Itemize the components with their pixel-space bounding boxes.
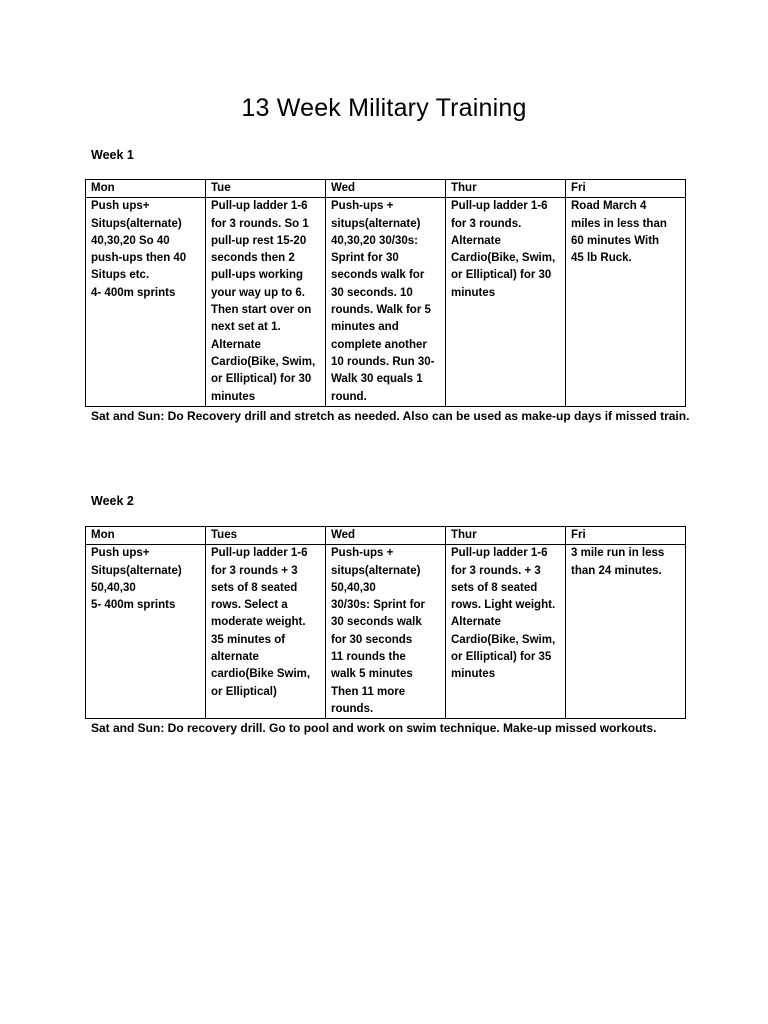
page-title: 13 Week Military Training (241, 94, 527, 122)
header-cell-wed: Wed (326, 180, 446, 198)
week-2-label: Week 2 (91, 494, 134, 508)
header-cell-thur: Thur (446, 180, 566, 198)
header-cell-tue: Tue (206, 180, 326, 198)
header-cell-fri: Fri (566, 180, 686, 198)
workout-cell-thur: Pull-up ladder 1-6 for 3 rounds. Alternate Cardio(Bike, Swim, or Elliptical) for 30 minutes (446, 198, 566, 407)
workout-cell-wed: Push-ups + situps(alternate) 50,40,30 30/30s: Sprint for 30 seconds walk for 30 seconds 11 rounds the walk 5 minutes Then 11 more rounds. (326, 545, 446, 719)
header-cell-fri: Fri (566, 527, 686, 545)
header-cell-tues: Tues (206, 527, 326, 545)
table-header-row (86, 527, 686, 545)
table-row (86, 198, 686, 407)
table-header-row (86, 180, 686, 198)
workout-cell-thur: Pull-up ladder 1-6 for 3 rounds. + 3 sets of 8 seated rows. Light weight. Alternate Cardio(Bike, Swim, or Elliptical) for 35 minutes (446, 545, 566, 719)
workout-cell-mon: Push ups+ Situps(alternate) 50,40,30 5- 400m sprints (86, 545, 206, 719)
header-cell-thur: Thur (446, 527, 566, 545)
header-cell-mon: Mon (86, 180, 206, 198)
workout-cell-fri: 3 mile run in less than 24 minutes. (566, 545, 686, 719)
week-2-schedule-table (85, 526, 686, 719)
workout-cell-tue: Pull-up ladder 1-6 for 3 rounds. So 1 pull-up rest 15-20 seconds then 2 pull-ups working your way up to 6. Then start over on next set at 1. Alternate Cardio(Bike, Swim, or Elliptical) for 30 minutes (206, 198, 326, 407)
week-1-weekend-note: Sat and Sun: Do Recovery drill and stretch as needed. Also can be used as make-up days if missed train. (91, 409, 690, 423)
workout-cell-wed: Push-ups + situps(alternate) 40,30,20 30/30s: Sprint for 30 seconds walk for 30 seconds. 10 rounds. Walk for 5 minutes and complete another 10 rounds. Run 30- Walk 30 equals 1 round. (326, 198, 446, 407)
week-1-label: Week 1 (91, 148, 134, 162)
header-cell-wed: Wed (326, 527, 446, 545)
week-2-weekend-note: Sat and Sun: Do recovery drill. Go to pool and work on swim technique. Make-up missed workouts. (91, 721, 657, 735)
workout-cell-fri: Road March 4 miles in less than 60 minutes With 45 lb Ruck. (566, 198, 686, 407)
workout-cell-mon: Push ups+ Situps(alternate) 40,30,20 So 40 push-ups then 40 Situps etc. 4- 400m sprints (86, 198, 206, 407)
table-row (86, 545, 686, 719)
header-cell-mon: Mon (86, 527, 206, 545)
week-1-schedule-table (85, 179, 686, 407)
workout-cell-tues: Pull-up ladder 1-6 for 3 rounds + 3 sets of 8 seated rows. Select a moderate weight. 35 minutes of alternate cardio(Bike Swim, or Elliptical) (206, 545, 326, 719)
